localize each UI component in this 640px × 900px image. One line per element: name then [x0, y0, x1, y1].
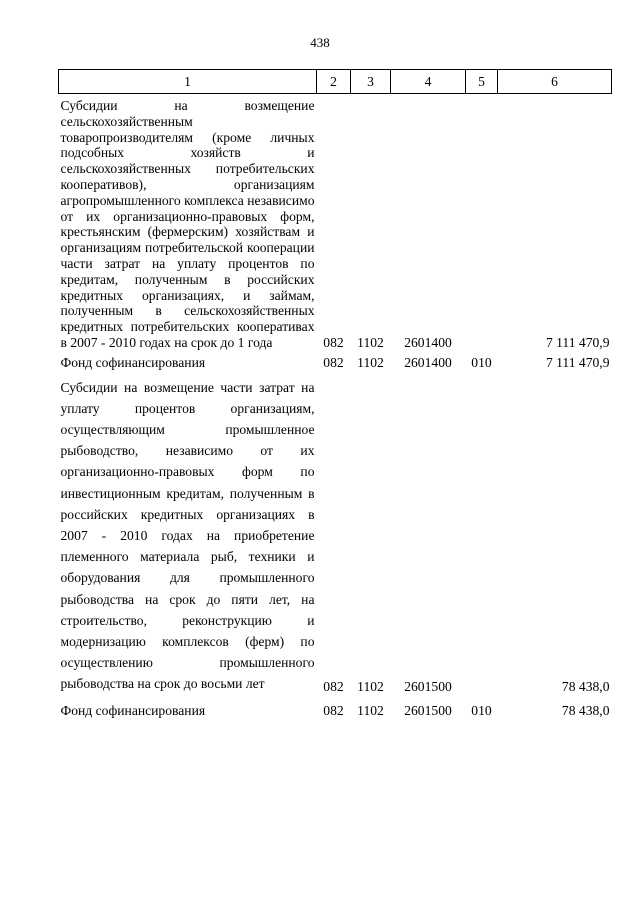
header-col-4: 4: [391, 70, 466, 94]
row-name: Фонд софинансирования: [60, 354, 206, 370]
table-row: [59, 375, 612, 695]
row-amount: 7 111 470,9: [545, 354, 610, 370]
table-body: [59, 94, 612, 719]
table-row: [59, 695, 612, 719]
row-ministry-code: 082: [323, 678, 344, 694]
row-ministry-code: 082: [323, 702, 344, 718]
row-section-code: 1102: [357, 354, 384, 370]
header-col-2: 2: [317, 70, 351, 94]
row-expense-code: [466, 94, 498, 351]
row-target-code: 2601500: [404, 702, 452, 718]
row-target-code: 2601500: [404, 678, 452, 694]
table-row: [59, 94, 612, 351]
budget-table: [58, 69, 612, 718]
row-amount: 78 438,0: [561, 678, 610, 694]
header-col-1: 1: [59, 70, 317, 94]
row-expense-code: [466, 375, 498, 695]
row-name: Субсидии на возмещение части затрат на уплату процентов организациям, осуществляющим промышленное рыбоводство, независимо от их организационно-правовых форм по инвестиционным кредитам, полученным в российских кредитных организациях в 2007 - 2010 годах на приобретение племенного материала рыб, техники и оборудования для промышленного рыбоводства на срок до пяти лет, на строительство, реконструкцию и модернизацию комплексов (ферм) по осуществлению промышленного рыбоводства на срок до восьми лет: [60, 379, 315, 692]
header-row: [59, 70, 612, 94]
page-number: 438: [310, 35, 330, 50]
row-target-code: 2601400: [404, 354, 452, 370]
row-amount: 78 438,0: [561, 702, 610, 718]
table-header: [59, 70, 612, 94]
row-name: Субсидии на возмещение сельскохозяйственным товаропроизводителям (кроме личных подсобных хозяйств и сельскохозяйственных потребительских кооперативов), организациям агропромышленного комплекса независимо от их организационно-правовых форм, крестьянским (фермерским) хозяйствам и организациям потребительской кооперации части затрат на уплату процентов по кредитам, полученным в российских кредитных организациях, и займам, полученным в сельскохозяйственных кредитных потребительских кооперативах в 2007 - 2010 годах на срок до 1 года: [60, 98, 315, 350]
row-ministry-code: 082: [323, 354, 344, 370]
header-col-6: 6: [498, 70, 612, 94]
header-col-5: 5: [466, 70, 498, 94]
row-ministry-code: 082: [323, 334, 344, 350]
row-expense-code: 010: [471, 354, 492, 370]
row-name: Фонд софинансирования: [60, 702, 206, 718]
row-section-code: 1102: [357, 334, 384, 350]
table-row: [59, 351, 612, 375]
row-section-code: 1102: [357, 678, 384, 694]
row-amount: 7 111 470,9: [545, 334, 610, 350]
header-col-3: 3: [351, 70, 391, 94]
row-target-code: 2601400: [404, 334, 452, 350]
row-section-code: 1102: [357, 702, 384, 718]
row-expense-code: 010: [471, 702, 492, 718]
